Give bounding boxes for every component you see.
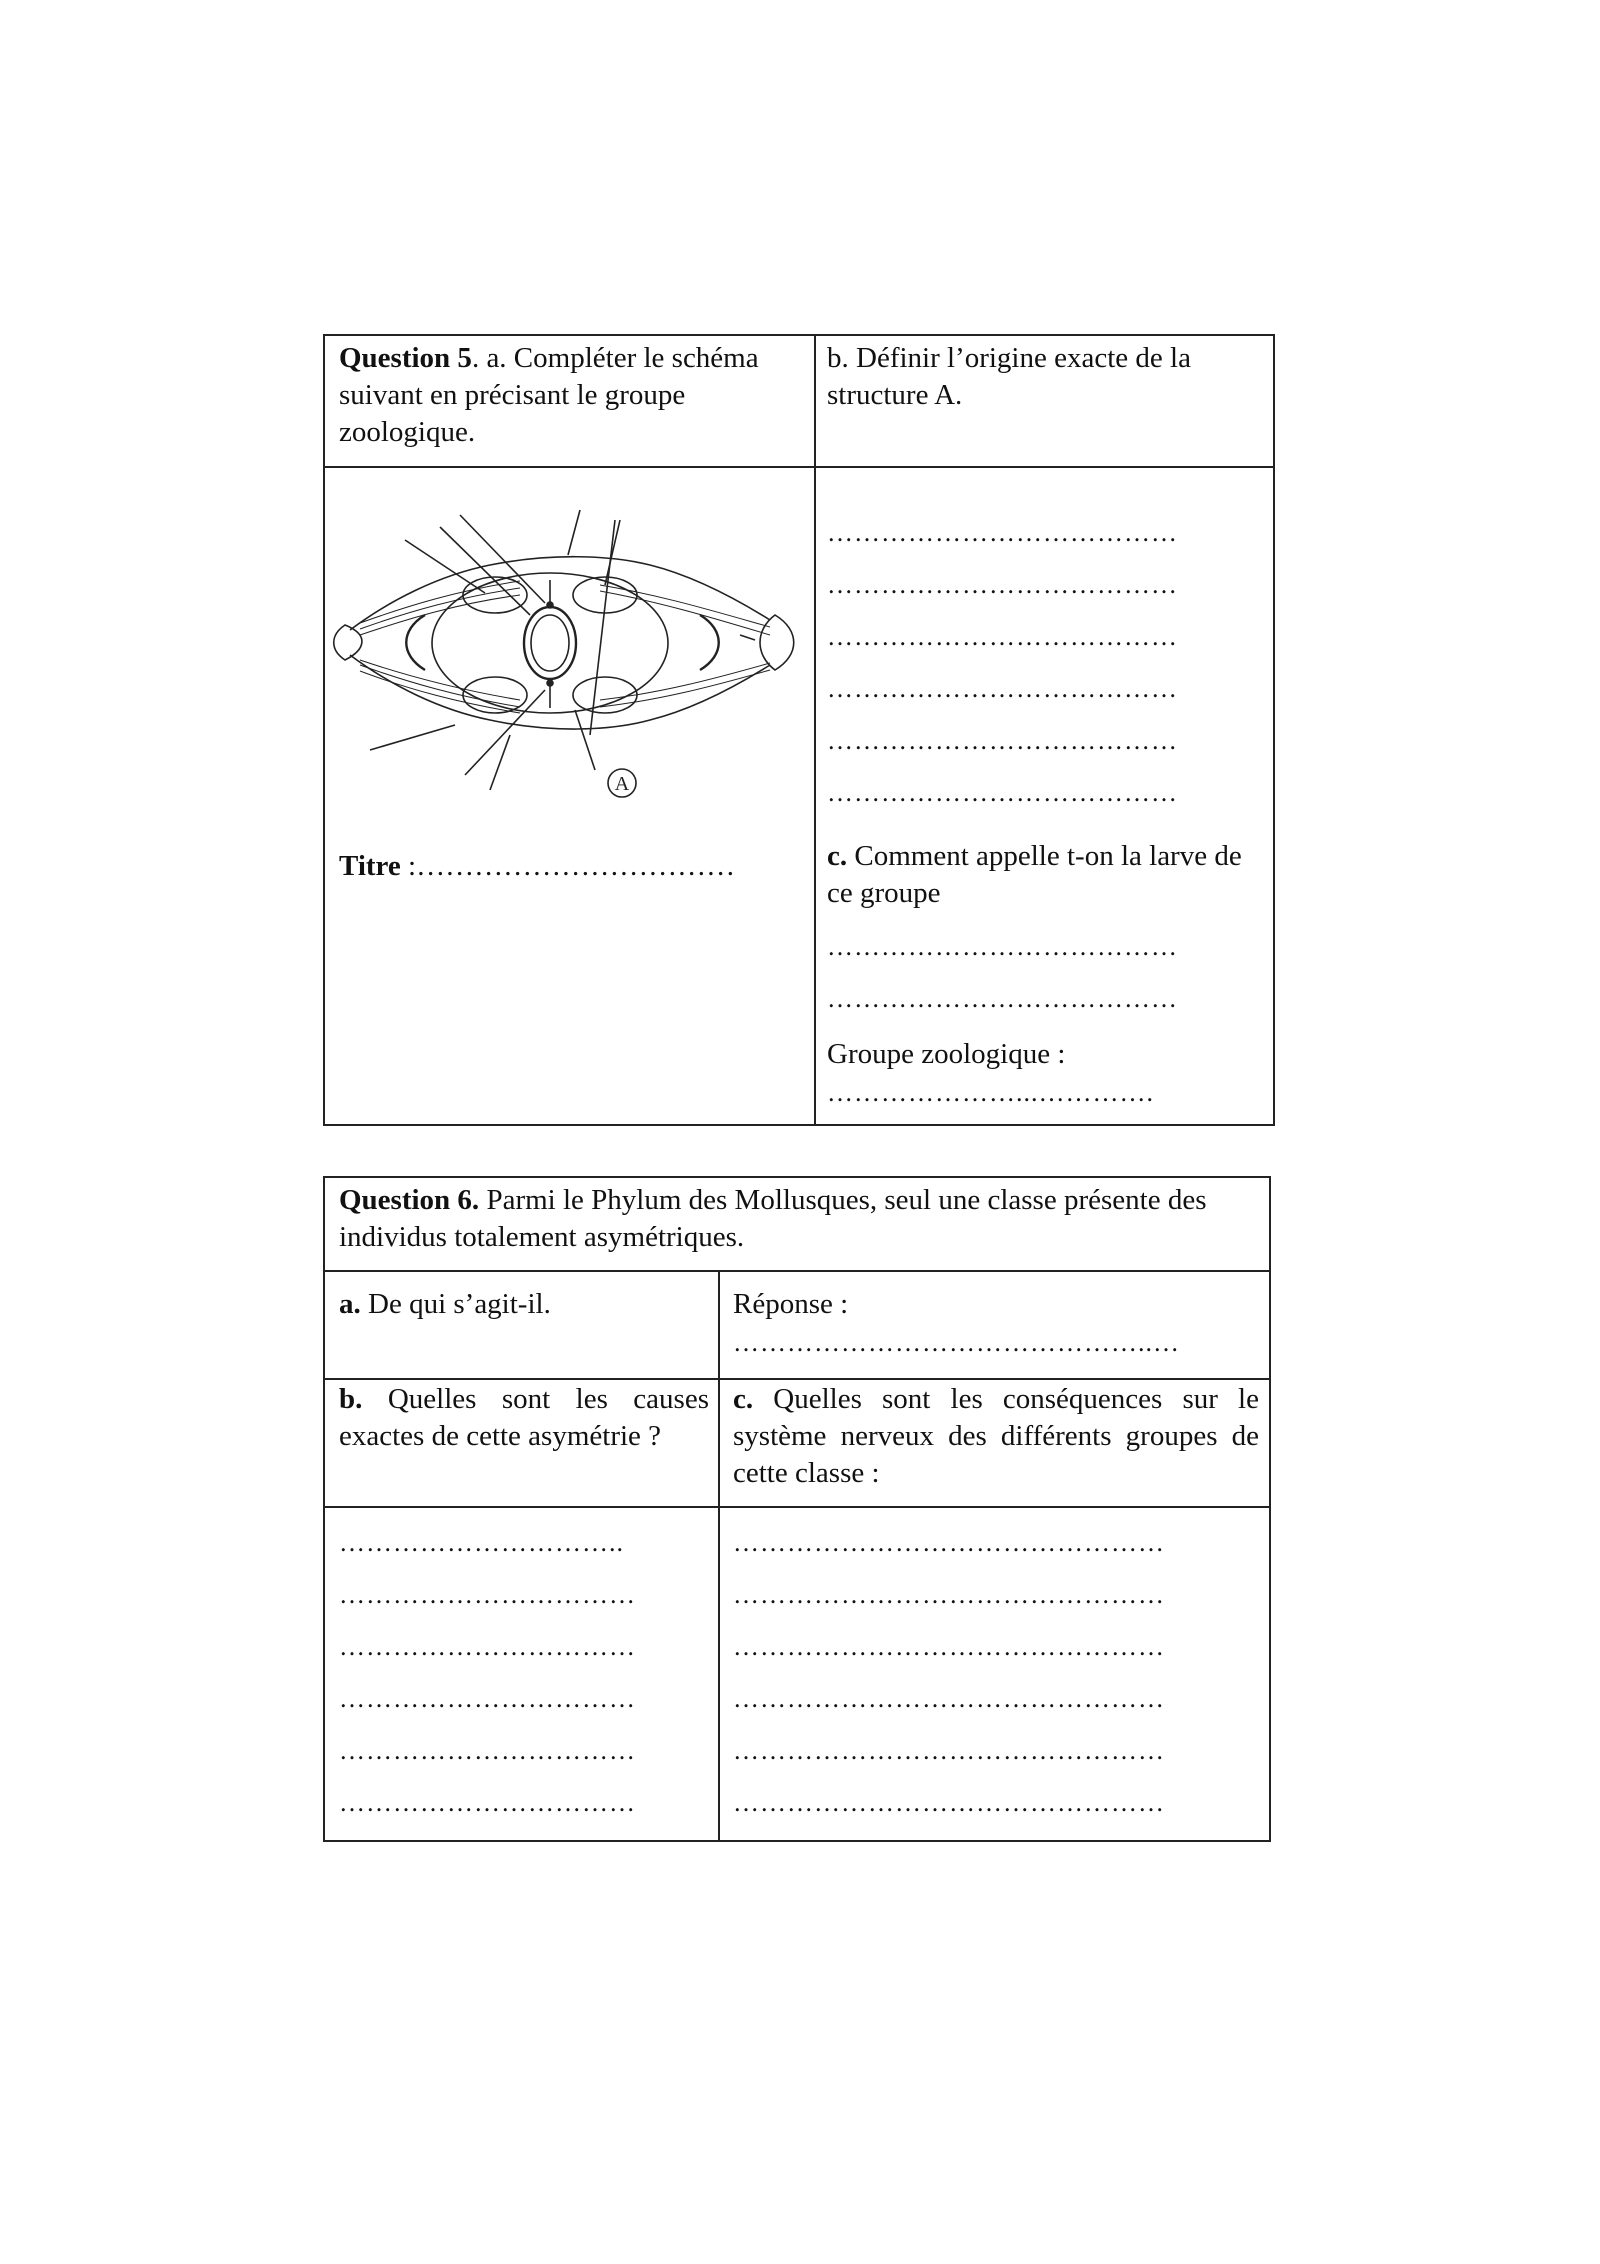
- q5-title: Question 5: [339, 342, 472, 374]
- answer-line[interactable]: …………………...………….: [827, 1078, 1154, 1107]
- answer-line[interactable]: …………………………………………: [733, 1632, 1165, 1661]
- table-divider: [325, 466, 1273, 468]
- answer-line[interactable]: ……………………………: [339, 1632, 636, 1661]
- answer-line[interactable]: …………………………………………: [733, 1528, 1165, 1557]
- answer-line[interactable]: ………………………………………..…: [733, 1328, 1180, 1357]
- answer-line[interactable]: …………………………………………: [733, 1684, 1165, 1713]
- q6-b-prompt: b. Quelles sont les causes exactes de cette asymétrie ?: [339, 1383, 709, 1452]
- answer-line[interactable]: …………………………………: [827, 622, 1178, 651]
- question-6-table: [323, 1176, 1271, 1842]
- reponse-label: Réponse :: [733, 1288, 849, 1320]
- answer-line[interactable]: …………………………………: [827, 778, 1178, 807]
- table-divider: [718, 1270, 720, 1840]
- answer-line[interactable]: …………………………………: [827, 932, 1178, 961]
- q6-c-prompt: c. Quelles sont les conséquences sur le système nerveux des différents groupes de cette classe :: [733, 1383, 1259, 1489]
- q6-a-prompt: a. De qui s’agit-il.: [339, 1288, 551, 1320]
- answer-line[interactable]: …………………………………: [827, 570, 1178, 599]
- q6-intro: Question 6. Parmi le Phylum des Mollusques, seul une classe présente des individus totalement asymétriques.: [339, 1184, 1207, 1253]
- q5-c-prompt: c. Comment appelle t-on la larve de ce groupe: [827, 840, 1242, 909]
- answer-line[interactable]: ……………………………: [339, 1580, 636, 1609]
- answer-line[interactable]: …………………………………: [827, 518, 1178, 547]
- q5-b-prompt: b. Définir l’origine exacte de la structure A.: [827, 342, 1191, 411]
- table-divider: [325, 1270, 1269, 1272]
- answer-line[interactable]: …………………………………………: [733, 1736, 1165, 1765]
- titre-line[interactable]: Titre :……………………………: [339, 850, 736, 882]
- structure-a-label: A: [614, 773, 630, 795]
- answer-line[interactable]: ……………………………: [339, 1788, 636, 1817]
- answer-line[interactable]: ……………………………: [339, 1684, 636, 1713]
- answer-line[interactable]: …………………………………: [827, 674, 1178, 703]
- answer-line[interactable]: …………………………..: [339, 1528, 624, 1557]
- groupe-zoologique-label: Groupe zoologique :: [827, 1038, 1066, 1070]
- answer-line[interactable]: …………………………………………: [733, 1580, 1165, 1609]
- q6-title: Question 6.: [339, 1184, 480, 1216]
- table-divider: [814, 336, 816, 1124]
- answer-line[interactable]: …………………………………………: [733, 1788, 1165, 1817]
- table-divider: [325, 1378, 1269, 1380]
- cross-section-diagram: [330, 505, 800, 805]
- answer-line[interactable]: ……………………………: [339, 1736, 636, 1765]
- answer-line[interactable]: …………………………………: [827, 726, 1178, 755]
- answer-line[interactable]: …………………………………: [827, 984, 1178, 1013]
- table-divider: [325, 1506, 1269, 1508]
- q5-a-prompt: Question 5. a. Compléter le schéma suivant en précisant le groupe zoologique.: [339, 342, 759, 448]
